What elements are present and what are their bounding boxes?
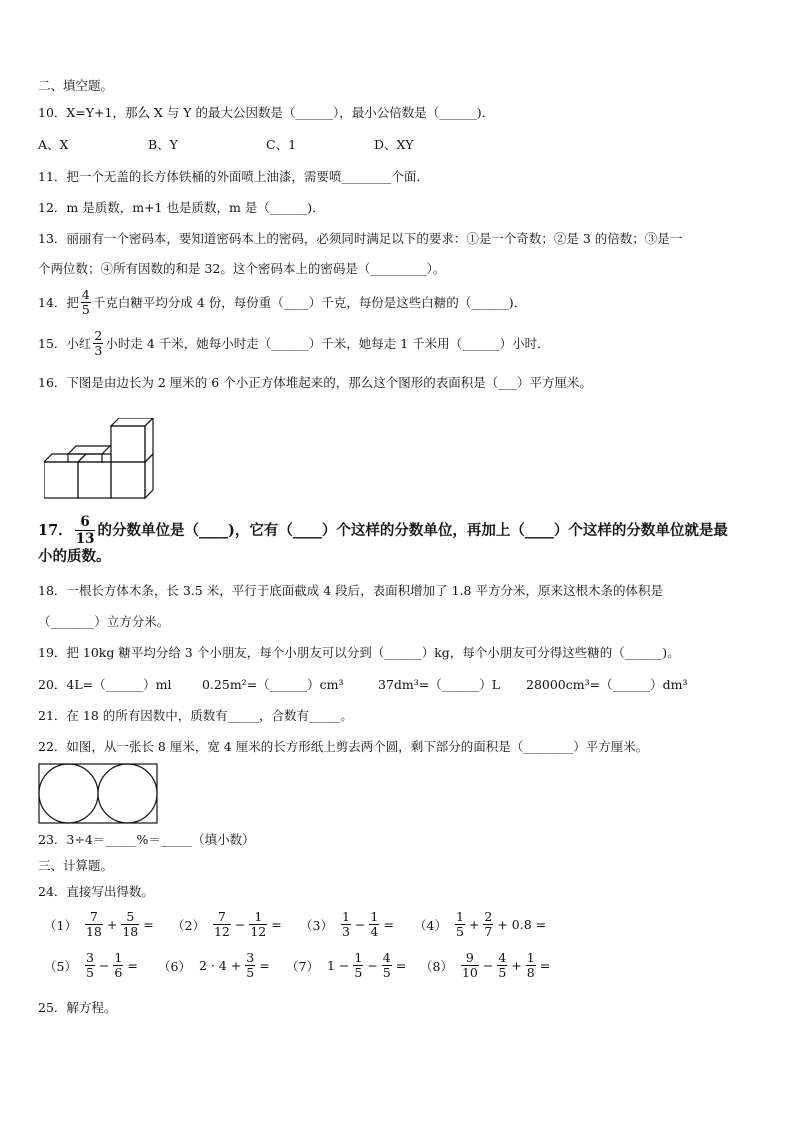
calc-1-frac-b: $\frac{5}{18}$ xyxy=(122,909,139,939)
option-c: C、1 xyxy=(266,137,297,152)
question-17-line2: 小的质数。 xyxy=(38,548,111,565)
q17-prefix: 17． xyxy=(38,521,73,539)
calc-1-frac-a: $\frac{7}{18}$ xyxy=(85,909,102,939)
question-24-title: 24．直接写出得数。 xyxy=(38,884,154,899)
option-b: B、Y xyxy=(148,137,178,152)
question-15 xyxy=(38,329,550,358)
option-d: D、XY xyxy=(374,137,414,152)
calc-8: （8） $\frac{9}{10}$ − $\frac{4}{5}$ + $\frac{1}{8}$ = xyxy=(420,950,551,980)
section3-title: 三、计算题。 xyxy=(38,858,114,873)
q14-prefix: 14．把 xyxy=(38,294,79,310)
question-18-line1: 18．一根长方体木条，长 3.5 米，平行于底面截成 4 段后，表面积增加了 1.8 平方分米，原来这根木条的体积是 xyxy=(38,583,663,598)
calc-4-frac-b: $\frac{2}{7}$ xyxy=(484,909,493,939)
calc-2-frac-a: $\frac{7}{12}$ xyxy=(213,909,230,939)
calc-7: （7） 1 − $\frac{1}{5}$ − $\frac{4}{5}$ = xyxy=(286,950,407,980)
calc-8-frac-b: $\frac{4}{5}$ xyxy=(498,950,507,980)
question-13-line1: 13．丽丽有一个密码本，要知道密码本上的密码，必须同时满足以下的要求：①是一个奇数；②是 3 的倍数；③是一 xyxy=(38,231,683,246)
section2-title: 二、填空题。 xyxy=(38,78,114,93)
calc-8-frac-a: $\frac{9}{10}$ xyxy=(461,950,478,980)
q20-part2: 0.25m²=（______）cm³ xyxy=(202,677,344,692)
calc-1: （1） $\frac{7}{18}$ + $\frac{5}{18}$ = xyxy=(44,909,154,939)
q20-part4: 28000cm³=（______）dm³ xyxy=(526,677,688,692)
rectangle-two-circles-figure xyxy=(38,763,160,825)
calc-7-frac-b: $\frac{4}{5}$ xyxy=(382,950,391,980)
calc-3: （3） $\frac{1}{3}$ − $\frac{1}{4}$ = xyxy=(300,909,394,939)
calc-5-frac-a: $\frac{3}{5}$ xyxy=(85,950,94,980)
question-16: 16．下图是由边长为 2 厘米的 6 个小正方体堆起来的，那么这个图形的表面积是（___）平方厘米。 xyxy=(38,375,592,390)
question-21: 21．在 18 的所有因数中，质数有_____，合数有_____。 xyxy=(38,708,353,723)
calc-6: （6） 2 · 4 + $\frac{3}{5}$ = xyxy=(158,950,270,980)
calc-4: （4） $\frac{1}{5}$ + $\frac{2}{7}$ + 0.8 = xyxy=(414,909,547,939)
q14-suffix: 千克白糖平均分成 4 份，每份重（____）千克，每份是这些白糖的（______)． xyxy=(92,294,527,310)
calc-7-frac-a: $\frac{1}{5}$ xyxy=(354,950,363,980)
calc-4-frac-a: $\frac{1}{5}$ xyxy=(455,909,464,939)
option-a: A、X xyxy=(38,137,69,152)
question-17 xyxy=(38,514,728,547)
question-14 xyxy=(38,288,526,317)
question-22: 22．如图，从一张长 8 厘米，宽 4 厘米的长方形纸上剪去两个圆，剩下部分的面积是（________）平方厘米。 xyxy=(38,739,649,754)
q14-fraction: $\frac{4}{5}$ xyxy=(81,287,90,317)
question-19: 19．把 10kg 糖平均分给 3 个小朋友，每个小朋友可以分到（______）kg，每个小朋友可分得这些糖的（______)。 xyxy=(38,645,680,660)
cube-stack-figure xyxy=(44,418,160,500)
q15-fraction: $\frac{2}{3}$ xyxy=(94,328,103,358)
calc-8-frac-c: $\frac{1}{8}$ xyxy=(526,950,535,980)
q15-prefix: 15．小红 xyxy=(38,335,92,351)
question-12: 12．m 是质数，m+1 也是质数，m 是（______)． xyxy=(38,200,325,215)
q15-suffix: 小时走 4 千米，她每小时走（______）千米，她每走 1 千米用（______）小时． xyxy=(105,335,550,351)
calc-5: （5） $\frac{3}{5}$ − $\frac{1}{6}$ = xyxy=(44,950,138,980)
question-11: 11．把一个无盖的长方体铁桶的外面喷上油漆，需要喷________个面． xyxy=(38,169,429,184)
question-10: 10．X=Y+1，那么 X 与 Y 的最大公因数是（______），最小公倍数是（______)． xyxy=(38,105,495,120)
q17-fraction: $\frac{6}{13}$ xyxy=(75,514,95,547)
calc-2: （2） $\frac{7}{12}$ − $\frac{1}{12}$ = xyxy=(172,909,282,939)
question-25: 25．解方程。 xyxy=(38,1000,117,1015)
calc-5-frac-b: $\frac{1}{6}$ xyxy=(114,950,123,980)
calc-6-frac-b: $\frac{3}{5}$ xyxy=(246,950,255,980)
calc-3-frac-b: $\frac{1}{4}$ xyxy=(370,909,379,939)
q20-part3: 37dm³=（______）L xyxy=(378,677,501,692)
calc-2-frac-b: $\frac{1}{12}$ xyxy=(250,909,267,939)
question-23: 23．3÷4＝_____%＝_____（填小数） xyxy=(38,832,255,847)
question-13-line2: 个两位数；④所有因数的和是 32。这个密码本上的密码是（_________）。 xyxy=(38,261,446,276)
question-18-line2: （_______）立方分米。 xyxy=(38,614,170,629)
q17-suffix: 的分数单位是（____)，它有（____）个这样的分数单位，再加上（____）个这样的分数单位就是最 xyxy=(97,521,728,539)
q20-part1: 20．4L=（______）ml xyxy=(38,677,172,692)
calc-3-frac-a: $\frac{1}{3}$ xyxy=(341,909,350,939)
